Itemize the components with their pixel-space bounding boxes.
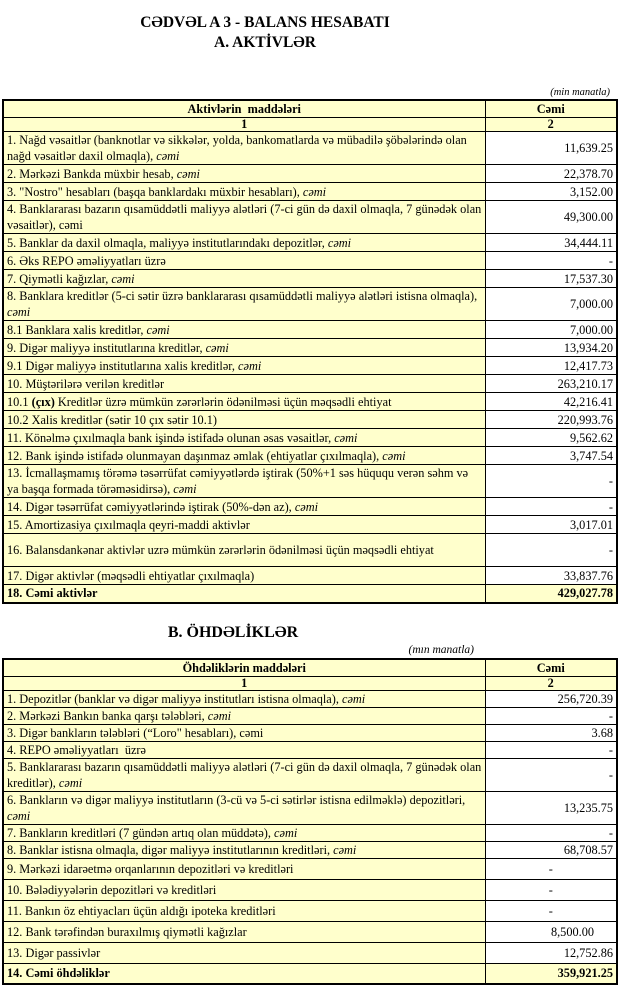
- item-label: [3, 942, 485, 963]
- item-value: -: [485, 741, 617, 758]
- item-label-text: 4. Banklararası bazarın qısamüddətli maliyyə alətləri (7-ci gün də daxil olmaqla, 7 günədək olan vəsaitlər), cəmi: [7, 202, 482, 232]
- item-value: -: [485, 252, 617, 270]
- table-row: [3, 165, 617, 183]
- col-number-1: 1: [3, 118, 485, 132]
- section-b-title: B. ÖHDƏLİKLƏR: [167, 623, 299, 641]
- item-label-text: 13. Digər passivlər: [7, 945, 101, 960]
- section-a-title: A. AKTİVLƏR: [214, 34, 316, 51]
- item-value: -: [485, 534, 617, 567]
- item-label-text: 8. Banklar istisna olmaqla, digər maliyyə institutlarının kreditləri,: [7, 842, 334, 857]
- item-label-text: cəmi: [7, 305, 31, 319]
- item-label-text: cəmi: [7, 808, 31, 823]
- item-label-text: 1. Depozitlər (banklar və digər maliyyə institutları istisna olmaqla),: [7, 691, 342, 706]
- item-value: 220,993.76: [485, 411, 617, 429]
- table-row: [3, 534, 617, 567]
- item-label-text: 3. Digər bankların tələbləri (“Loro" hesabları), cəmi: [7, 725, 264, 740]
- item-label-text: Kreditlər üzrə mümkün zərərlərin ödənilməsi üçün məqsədli ehtiyat: [54, 394, 392, 409]
- item-label-text: 2. Mərkəzi Bankda müxbir hesab,: [7, 166, 177, 181]
- document-title: [0, 13, 530, 53]
- col-number-1: 1: [3, 676, 485, 690]
- item-label-text: cəmi: [176, 166, 200, 181]
- table-row: [3, 879, 617, 900]
- item-label-text: 13. İcmallaşmamış törəmə təsərrüfat cəmiyyətlərdə iştirak (50%+1 səs hüququ verən səhm və ya başqa formada törəməsidirsə),: [7, 466, 469, 496]
- item-label: [3, 758, 485, 791]
- item-label-text: 7. Qiymətli kağızlar,: [7, 271, 112, 286]
- item-label-text: 10.1: [7, 394, 32, 409]
- item-label: [3, 270, 485, 288]
- item-value: 34,444.11: [485, 234, 617, 252]
- item-label-text: cəmi: [302, 184, 327, 199]
- item-value: -: [485, 758, 617, 791]
- item-label-text: 12. Bank işində istifadə olunmayan daşınmaz əmlak (ehtiyatlar çıxılmaqla),: [7, 448, 383, 463]
- item-label-text: 16. Balansdankənar aktivlər uzrə mümkün zərərlərin ödənilməsi üçün məqsədli ehtiyat: [7, 543, 434, 557]
- item-value: 9,562.62: [485, 429, 617, 447]
- item-label: [3, 132, 485, 165]
- item-label: [3, 252, 485, 270]
- item-value: 49,300.00: [485, 201, 617, 234]
- table-row: [3, 690, 617, 707]
- item-label-text: 11. Könəlmə çıxılmaqla bank işində istifadə olunan əsas vəsaitlər,: [7, 430, 335, 445]
- item-value: -: [485, 707, 617, 724]
- table-row: [3, 758, 617, 791]
- item-value: 68,708.57: [485, 841, 617, 858]
- item-label-text: 9. Digər maliyyə institutlarına kreditlər,: [7, 340, 206, 355]
- item-label: [3, 339, 485, 357]
- item-value: 7,000.00: [485, 321, 617, 339]
- item-label-text: 14. Cəmi öhdəliklər: [7, 966, 110, 981]
- item-label: [3, 357, 485, 375]
- item-value: 3,152.00: [485, 183, 617, 201]
- item-label-text: 9. Mərkəzi idarəetmə orqanlarının depozitləri və kreditləri: [7, 861, 294, 876]
- table-row: [3, 201, 617, 234]
- item-label-text: cəmi: [342, 691, 366, 706]
- item-label: [3, 841, 485, 858]
- table-row: [3, 567, 617, 585]
- item-label: [3, 690, 485, 707]
- item-label: [3, 498, 485, 516]
- item-label: [3, 234, 485, 252]
- table-row: [3, 132, 617, 165]
- item-label: [3, 707, 485, 724]
- col-header-total: Cəmi: [485, 100, 617, 118]
- table-row: [3, 900, 617, 921]
- item-label-text: 9.1 Digər maliyyə institutlarına xalis kreditlər,: [7, 358, 239, 373]
- table-row: [3, 321, 617, 339]
- item-label: [3, 567, 485, 585]
- item-label: [3, 791, 485, 824]
- col-header-total: Cəmi: [485, 659, 617, 677]
- item-label-text: 17. Digər aktivlər (məqsədli ehtiyatlar çıxılmaqla): [7, 568, 255, 583]
- item-label-text: cəmi: [173, 482, 197, 496]
- item-value: 8,500.00: [485, 921, 617, 942]
- table-row: [3, 498, 617, 516]
- item-label-text: 8. Banklara kreditlər (5-ci sətir üzrə banklararası qısamüddətli maliyyə alətləri istisna olmaqla),: [7, 289, 478, 303]
- item-label: [3, 411, 485, 429]
- item-label-text: 2. Mərkəzi Bankın banka qarşı tələbləri,: [7, 708, 208, 723]
- item-label-text: 3. "Nostro" hesabları (başqa banklardakı müxbir hesabları),: [7, 184, 303, 199]
- item-label-text: 5. Banklararası bazarın qısamüddətli maliyyə alətləri (7-ci gün də daxil olmaqla, 7 günədək olan kreditlər),: [7, 759, 482, 790]
- item-label: [3, 201, 485, 234]
- table-row: [3, 824, 617, 841]
- item-value: -: [485, 900, 617, 921]
- table-row: [3, 724, 617, 741]
- item-value: -: [485, 498, 617, 516]
- total-row: [3, 963, 617, 984]
- table-row: [3, 791, 617, 824]
- item-label-text: 10. Müştərilərə verilən kreditlər: [7, 376, 165, 391]
- item-label: [3, 288, 485, 321]
- item-value: -: [485, 879, 617, 900]
- liabilities-table: [2, 658, 618, 986]
- item-label-text: 11. Bankın öz ehtiyacları üçün aldığı ipoteka kreditləri: [7, 903, 276, 918]
- item-label: [3, 741, 485, 758]
- item-value: 12,752.86: [485, 942, 617, 963]
- table-row: [3, 516, 617, 534]
- item-value: 3.68: [485, 724, 617, 741]
- table-row: [3, 841, 617, 858]
- item-value: 7,000.00: [485, 288, 617, 321]
- item-value: 263,210.17: [485, 375, 617, 393]
- item-label: [3, 429, 485, 447]
- item-label-text: cəmi: [274, 825, 298, 840]
- header-row: [3, 100, 617, 118]
- item-value: -: [485, 824, 617, 841]
- item-label-text: 10. Bələdiyyələrin depozitləri və kreditləri: [7, 882, 217, 897]
- table-row: [3, 357, 617, 375]
- col-header-items: Öhdəliklərin maddələri: [3, 659, 485, 677]
- column-number-row: [3, 676, 617, 690]
- item-label: [3, 534, 485, 567]
- item-label-text: 4. REPO əməliyyatları üzrə: [7, 742, 146, 757]
- item-label-text: cəmi: [294, 499, 319, 514]
- table-row: [3, 858, 617, 879]
- item-value: 22,378.70: [485, 165, 617, 183]
- table-row: [3, 375, 617, 393]
- item-label-text: cəmi: [205, 340, 229, 355]
- table-row: [3, 921, 617, 942]
- item-label: [3, 447, 485, 465]
- item-label-text: 8.1 Banklara xalis kreditlər,: [7, 322, 147, 337]
- item-value: 33,837.76: [485, 567, 617, 585]
- item-label-text: 7. Bankların kreditləri (7 gündən artıq olan müddətə),: [7, 825, 275, 840]
- item-label-text: cəmi: [207, 708, 231, 723]
- item-label: [3, 585, 485, 603]
- item-label: [3, 321, 485, 339]
- item-value: 12,417.73: [485, 357, 617, 375]
- item-label-text: cəmi: [382, 448, 406, 463]
- item-value: 17,537.30: [485, 270, 617, 288]
- item-label: [3, 824, 485, 841]
- item-value: 42,216.41: [485, 393, 617, 411]
- assets-table: [2, 99, 618, 604]
- item-value: 429,027.78: [485, 585, 617, 603]
- table-row: [3, 339, 617, 357]
- table-row: [3, 707, 617, 724]
- item-label-text: 15. Amortizasiya çıxılmaqla qeyri-maddi aktivlər: [7, 517, 250, 532]
- item-label-text: cəmi: [111, 271, 135, 286]
- item-label-text: 12. Bank tərəfindən buraxılmış qiymətli kağızlar: [7, 924, 247, 939]
- item-value: 13,235.75: [485, 791, 617, 824]
- item-label-text: (çıx): [31, 394, 55, 409]
- item-label-text: 10.2 Xalis kreditlər (sətir 10 çıx sətir 10.1): [7, 412, 218, 427]
- item-label: [3, 465, 485, 498]
- item-label-text: 18. Cəmi aktivlər: [7, 586, 98, 601]
- item-label: [3, 183, 485, 201]
- table-row: [3, 288, 617, 321]
- table-row: [3, 183, 617, 201]
- item-label: [3, 858, 485, 879]
- item-value: 3,017.01: [485, 516, 617, 534]
- item-label-text: 6. Əks REPO əməliyyatları üzrə: [7, 253, 166, 268]
- item-label: [3, 393, 485, 411]
- units-note-liabilities: (mın manatla): [408, 643, 474, 656]
- units-note-assets: (min manatla): [550, 87, 610, 98]
- total-row: [3, 585, 617, 603]
- document-title-line1: CƏDVƏL A 3 - BALANS HESABATI: [140, 14, 390, 31]
- item-value: 11,639.25: [485, 132, 617, 165]
- item-label: [3, 375, 485, 393]
- table-row: [3, 429, 617, 447]
- column-number-row: [3, 118, 617, 132]
- item-label: [3, 900, 485, 921]
- item-label: [3, 516, 485, 534]
- item-label: [3, 921, 485, 942]
- table-row: [3, 270, 617, 288]
- item-value: -: [485, 858, 617, 879]
- item-value: 359,921.25: [485, 963, 617, 984]
- item-label: [3, 724, 485, 741]
- item-label-text: cəmi: [334, 430, 358, 445]
- item-label-text: cəmi: [146, 322, 170, 337]
- item-label-text: cəmi: [156, 149, 180, 163]
- item-label-text: 6. Bankların və digər maliyyə institutların (3-cü və 5-ci sətirlər istisna edilməklə) depozitləri,: [7, 792, 466, 807]
- item-value: -: [485, 465, 617, 498]
- table-row: [3, 942, 617, 963]
- table-row: [3, 393, 617, 411]
- item-label: [3, 963, 485, 984]
- item-label-text: 14. Digər təsərrüfat cəmiyyətlərində iştirak (50%-dən az),: [7, 499, 295, 514]
- col-number-2: 2: [485, 118, 617, 132]
- col-number-2: 2: [485, 676, 617, 690]
- item-label: [3, 165, 485, 183]
- item-label-text: 5. Banklar da daxil olmaqla, maliyyə institutlarındakı depozitlər,: [7, 235, 328, 250]
- table-row: [3, 447, 617, 465]
- item-label-text: cəmi: [327, 235, 352, 250]
- item-value: 3,747.54: [485, 447, 617, 465]
- table-row: [3, 234, 617, 252]
- table-row: [3, 741, 617, 758]
- table-row: [3, 252, 617, 270]
- item-label-text: cəmi: [238, 358, 262, 373]
- item-label-text: cəmi: [58, 775, 83, 790]
- item-value: 256,720.39: [485, 690, 617, 707]
- table-row: [3, 411, 617, 429]
- item-label-text: 1. Nağd vəsaitlər (banknotlar və sikkələr, yolda, bankomatlarda və mübadilə şöbələrində olan nağd vəsaitlər daxil olmaqla),: [7, 133, 467, 163]
- item-value: 13,934.20: [485, 339, 617, 357]
- col-header-items: Aktivlərin maddələri: [3, 100, 485, 118]
- header-row: [3, 659, 617, 677]
- item-label-text: cəmi: [333, 842, 357, 857]
- table-row: [3, 465, 617, 498]
- item-label: [3, 879, 485, 900]
